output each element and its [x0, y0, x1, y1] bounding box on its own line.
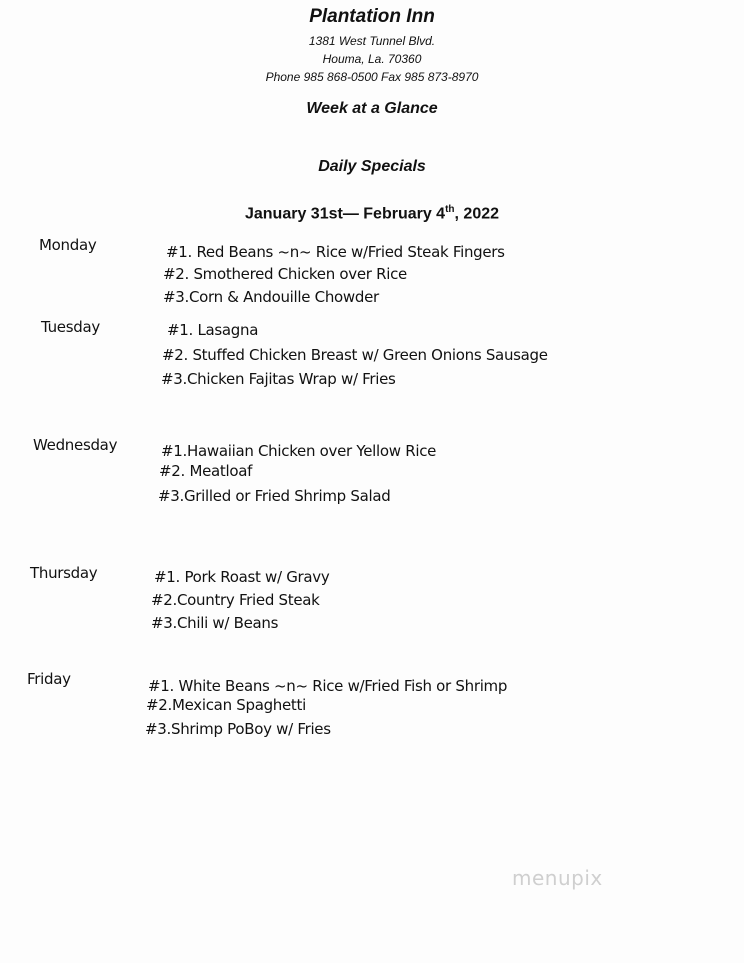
menu-item: #3.Corn & Andouille Chowder: [163, 288, 379, 306]
menu-item: #2.Country Fried Steak: [151, 591, 320, 609]
menu-item: #3.Chicken Fajitas Wrap w/ Fries: [161, 370, 396, 388]
day-label-monday: Monday: [39, 236, 97, 254]
menu-item: #1. Lasagna: [167, 321, 259, 339]
menu-item: #2. Meatloaf: [159, 462, 253, 480]
daily-specials-heading: Daily Specials: [318, 158, 426, 175]
day-label-wednesday: Wednesday: [33, 436, 118, 454]
menu-item: #1. White Beans ~n~ Rice w/Fried Fish or Shrimp: [148, 677, 508, 695]
date-range-start: January 31st— February 4: [244, 205, 446, 223]
day-label-tuesday: Tuesday: [41, 318, 100, 336]
menu-item: #3.Chili w/ Beans: [151, 614, 279, 632]
restaurant-name: Plantation Inn: [309, 6, 435, 27]
date-range-end: , 2022: [454, 205, 500, 223]
menu-item: #2.Mexican Spaghetti: [146, 696, 306, 714]
date-range: [0, 204, 744, 223]
date-range-suffix: th: [445, 204, 455, 215]
address-city: Houma, La. 70360: [322, 52, 422, 66]
menu-item: #1. Red Beans ~n~ Rice w/Fried Steak Fingers: [166, 243, 505, 261]
day-label-thursday: Thursday: [30, 564, 98, 582]
menu-item: #2. Stuffed Chicken Breast w/ Green Onions Sausage: [162, 346, 548, 364]
menu-item: #3.Grilled or Fried Shrimp Salad: [158, 487, 391, 505]
menu-item: #1. Pork Roast w/ Gravy: [154, 568, 330, 586]
address-street: 1381 West Tunnel Blvd.: [308, 34, 436, 48]
watermark: menupix: [512, 866, 603, 890]
day-label-friday: Friday: [27, 670, 71, 688]
week-heading: Week at a Glance: [306, 100, 438, 117]
menu-item: #1.Hawaiian Chicken over Yellow Rice: [161, 442, 437, 460]
phone-fax: Phone 985 868-0500 Fax 985 873-8970: [265, 70, 479, 84]
menu-item: #2. Smothered Chicken over Rice: [163, 265, 407, 283]
menu-item: #3.Shrimp PoBoy w/ Fries: [145, 720, 331, 738]
